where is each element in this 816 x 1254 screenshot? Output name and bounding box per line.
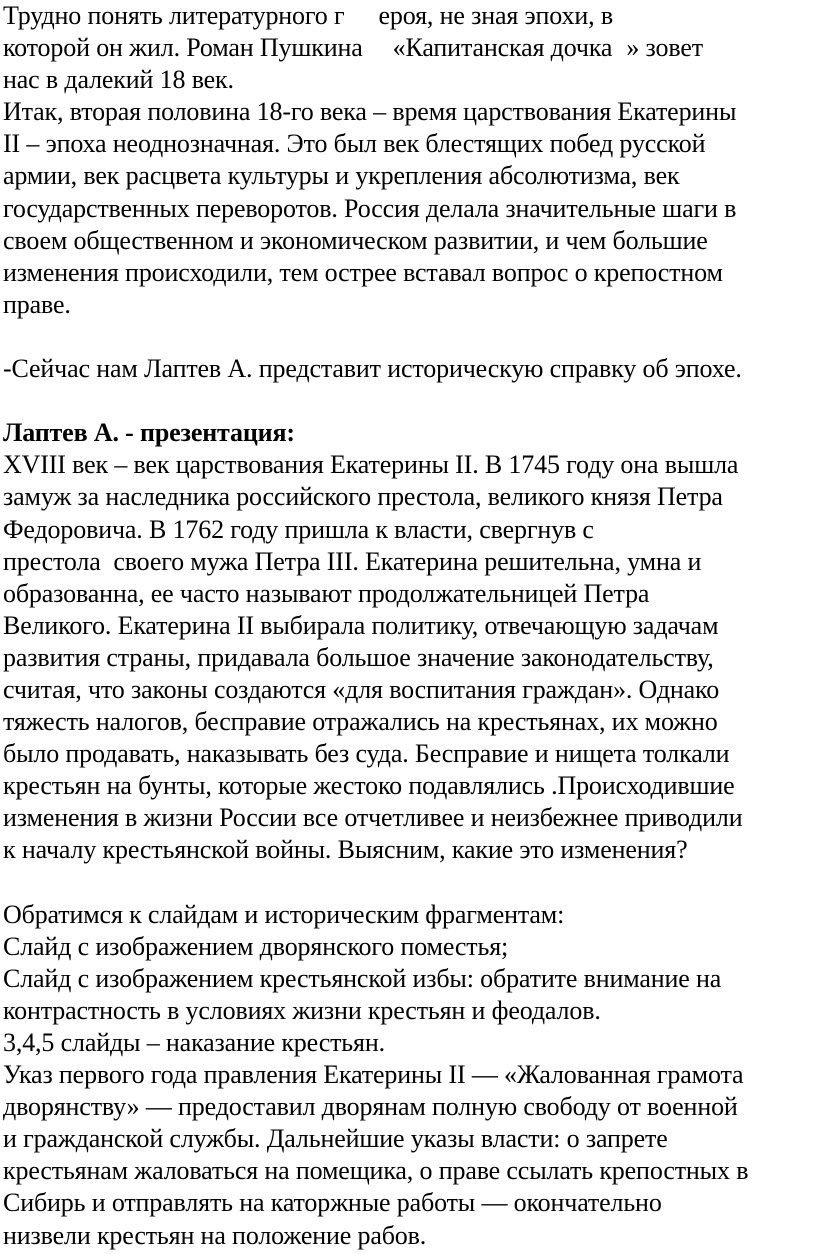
slides-line: контрастность в условиях жизни крестьян и феодалов. <box>3 995 601 1025</box>
era-line: своем общественном и экономическом развитии, и чем большие <box>3 225 708 255</box>
presentation-line: образованна, ее часто называют продолжательницей Петра <box>3 578 650 608</box>
slides-line: Сибирь и отправлять на каторжные работы — окончательно <box>3 1188 662 1218</box>
presentation-line: XVIII век – век царствования Екатерины II. В 1745 году она вышла <box>3 450 739 480</box>
teacher-line: -Сейчас нам Лаптев А. представит историческую справку об эпохе. <box>3 354 742 384</box>
blank-line <box>3 321 812 353</box>
presentation-line: изменения в жизни России все отчетливее и неизбежнее приводили <box>3 803 743 833</box>
presentation-line: Великого. Екатерина II выбирала политику, отвечающую задачам <box>3 610 719 640</box>
blank-line <box>3 867 812 899</box>
blank-line <box>3 385 812 417</box>
presentation-section <box>3 417 812 866</box>
intro-line-2 <box>3 32 812 64</box>
slides-line: Слайд с изображением крестьянской избы: обратите внимание на <box>3 963 722 993</box>
slides-line: дворянству» — предоставил дворянам полную свободу от военной <box>3 1092 738 1122</box>
presentation-line: считая, что законы создаются «для воспитания граждан». Однако <box>3 674 720 704</box>
slides-line: Обратимся к слайдам и историческим фрагментам: <box>3 899 565 929</box>
presentation-line: к началу крестьянской войны. Выясним, какие это изменения? <box>3 835 688 865</box>
slides-line: крестьянам жаловаться на помещика, о праве ссылать крепостных в <box>3 1156 749 1186</box>
era-line: изменения происходили, тем острее вставал вопрос о крепостном <box>3 257 723 287</box>
intro-line-2-part-1: которой он жил. Роман Пушкина <box>3 33 363 63</box>
era-line: праве. <box>3 289 71 319</box>
teacher-paragraph <box>3 353 812 385</box>
intro-line-3: нас в далекий 18 век. <box>3 65 234 95</box>
presentation-line: развития страны, придавала большое значение законодательству, <box>3 642 714 672</box>
presentation-heading: Лаптев А. - презентация: <box>3 418 295 448</box>
slides-line: Слайд с изображением дворянского поместья; <box>3 931 509 961</box>
intro-line-1-part-1: Трудно понять литературного г <box>3 1 345 30</box>
era-line: Итак, вторая половина 18-го века – время царствования Екатерины <box>3 97 737 127</box>
era-line: II – эпоха неоднозначная. Это был век блестящих побед русской <box>3 129 706 159</box>
slides-line: 3,4,5 слайды – наказание крестьян. <box>3 1028 385 1057</box>
intro-line-2-part-3: » зовет <box>626 33 703 63</box>
era-line: армии, век расцвета культуры и укрепления абсолютизма, век <box>3 161 680 191</box>
intro-paragraph <box>3 0 812 96</box>
slides-section <box>3 899 812 1252</box>
era-paragraph <box>3 96 812 321</box>
intro-line-2-part-2: «Капитанская дочка <box>392 33 613 63</box>
slides-line: и гражданской службы. Дальнейшие указы власти: о запрете <box>3 1124 668 1154</box>
presentation-line: замуж за наследника российского престола, великого князя Петра <box>3 482 723 512</box>
intro-line-1-part-2: ероя, не зная эпохи, в <box>378 1 613 30</box>
presentation-line: тяжесть налогов, бесправие отражались на крестьянах, их можно <box>3 707 718 737</box>
slides-line: Указ первого года правления Екатерины II — «Жалованная грамота <box>3 1060 744 1090</box>
presentation-line: крестьян на бунты, которые жестоко подавлялись .Происходившие <box>3 771 735 801</box>
slides-line: низвели крестьян на положение рабов. <box>3 1220 427 1250</box>
presentation-line: Федоровича. В 1762 году пришла к власти, свергнув с <box>3 514 594 544</box>
presentation-line: престола своего мужа Петра III. Екатерина решительна, умна и <box>3 546 702 576</box>
era-line: государственных переворотов. Россия делала значительные шаги в <box>3 193 737 223</box>
presentation-line: было продавать, наказывать без суда. Бесправие и нищета толкали <box>3 739 730 769</box>
intro-line-1 <box>3 0 812 32</box>
